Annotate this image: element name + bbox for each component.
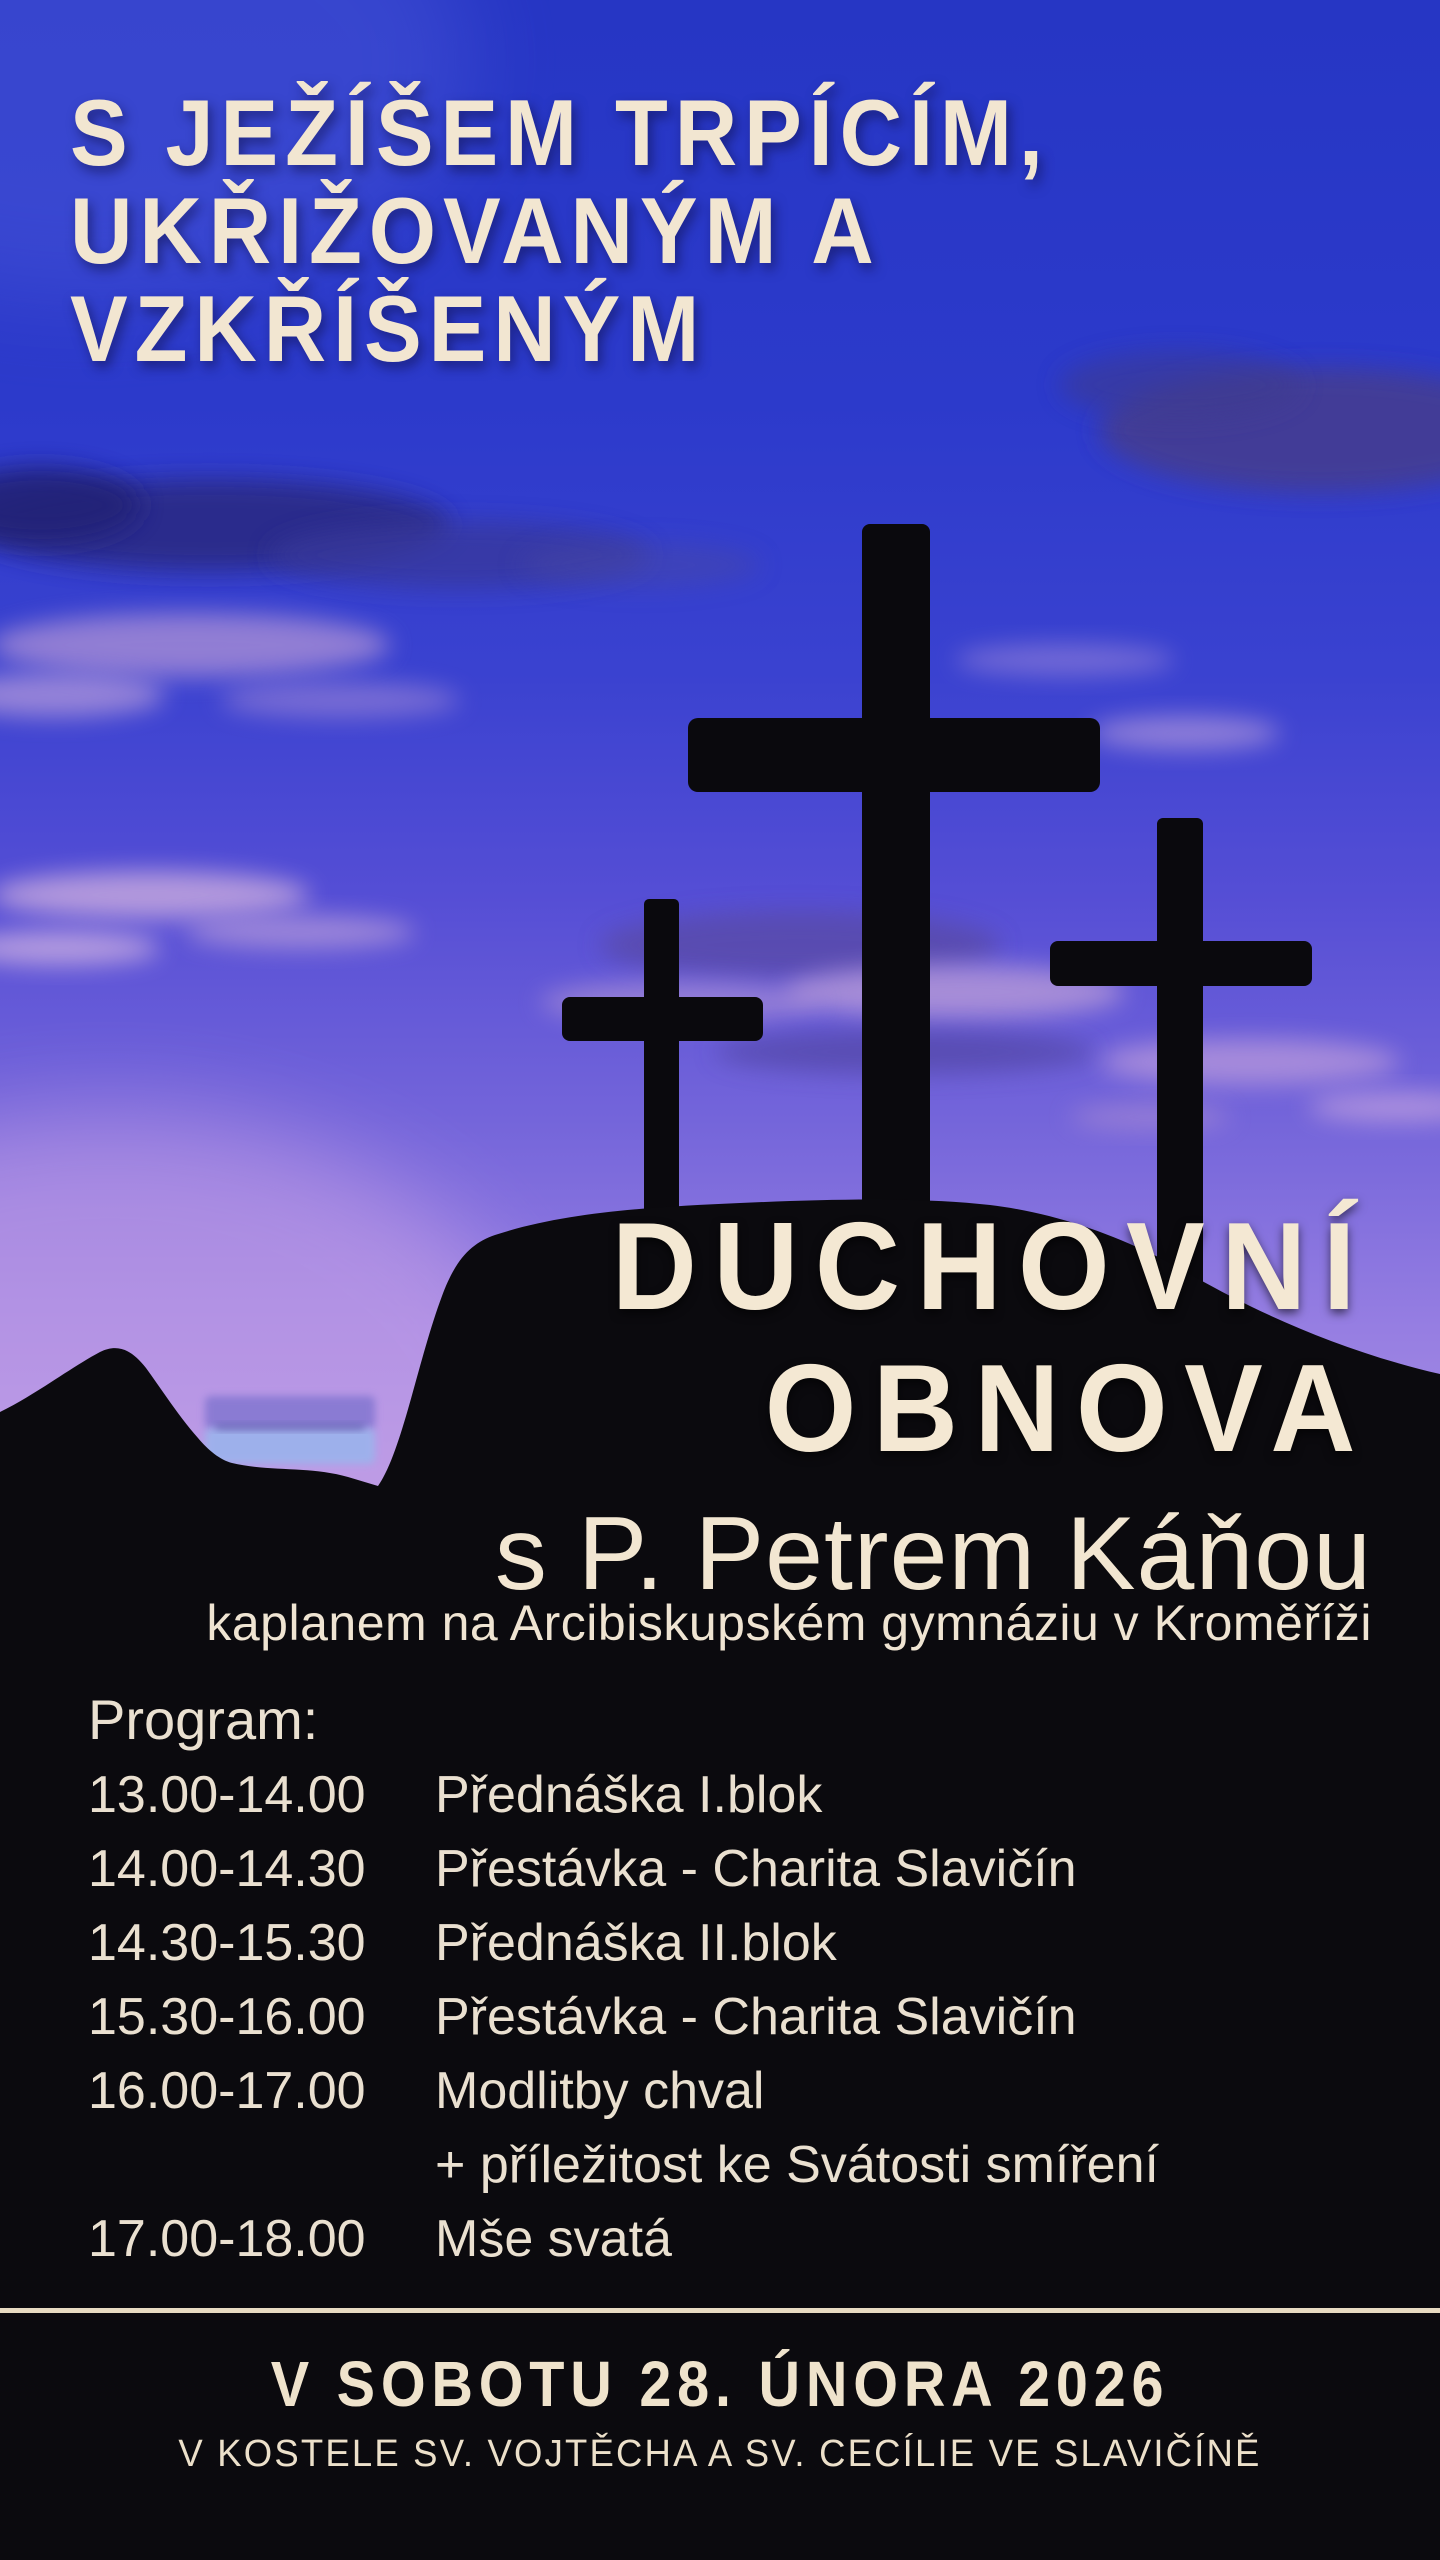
main-title	[327, 1196, 1372, 1480]
cloud	[0, 871, 310, 919]
program-row	[88, 1758, 1388, 1832]
cloud	[1090, 716, 1280, 750]
cloud	[0, 613, 390, 677]
program-time: 14.00-14.30	[88, 1840, 366, 1898]
program-heading: Program:	[88, 1688, 319, 1751]
footer-divider-line	[0, 2308, 1440, 2313]
program-row	[88, 1980, 1388, 2054]
top-title-line-3: VZKŘÍŠENÝM	[70, 276, 707, 381]
program-section	[88, 1682, 1388, 2276]
program-time: 13.00-14.00	[88, 1766, 366, 1824]
program-row	[88, 2202, 1388, 2276]
cloud	[220, 682, 460, 718]
program-activity: Mše svatá	[435, 2210, 672, 2268]
cloud	[185, 915, 415, 949]
speaker-description: kaplanem na Arcibiskupském gymnáziu v Kroměříži	[206, 1595, 1372, 1651]
program-row	[88, 2054, 1388, 2128]
main-title-line-2: OBNOVA	[764, 1340, 1372, 1478]
program-activity: Přednáška II.blok	[435, 1914, 837, 1972]
program-activity: Přestávka - Charita Slavičín	[435, 1988, 1077, 2046]
program-activity: Modlitby chval	[435, 2062, 765, 2120]
program-time: 17.00-18.00	[88, 2210, 366, 2268]
program-activity: Přestávka - Charita Slavičín	[435, 1840, 1077, 1898]
event-date: V SOBOTU 28. ÚNORA 2026	[270, 2348, 1170, 2420]
program-row	[88, 1832, 1388, 1906]
speaker-name: s P. Petrem Káňou	[494, 1496, 1372, 1612]
program-row	[88, 2128, 1388, 2202]
top-title-line-2: UKŘIŽOVANÝM A	[70, 178, 881, 283]
main-title-line-1: DUCHOVNÍ	[611, 1198, 1372, 1336]
program-activity: + příležitost ke Svátosti smíření	[435, 2136, 1159, 2194]
program-row	[88, 1906, 1388, 1980]
program-time: 15.30-16.00	[88, 1988, 366, 2046]
cloud	[1070, 1104, 1230, 1130]
top-title	[70, 80, 1294, 381]
program-time: 16.00-17.00	[88, 2062, 366, 2120]
program-activity: Přednáška I.blok	[435, 1766, 823, 1824]
cloud	[1100, 1039, 1400, 1085]
cloud	[520, 543, 760, 587]
event-location: V KOSTELE SV. VOJTĚCHA A SV. CECÍLIE VE SLAVIČÍNĚ	[178, 2433, 1262, 2475]
program-time	[88, 2128, 435, 2202]
top-title-line-1: S JEŽÍŠEM TRPÍCÍM,	[70, 80, 1050, 185]
cloud	[955, 644, 1175, 676]
program-time: 14.30-15.30	[88, 1914, 366, 1972]
